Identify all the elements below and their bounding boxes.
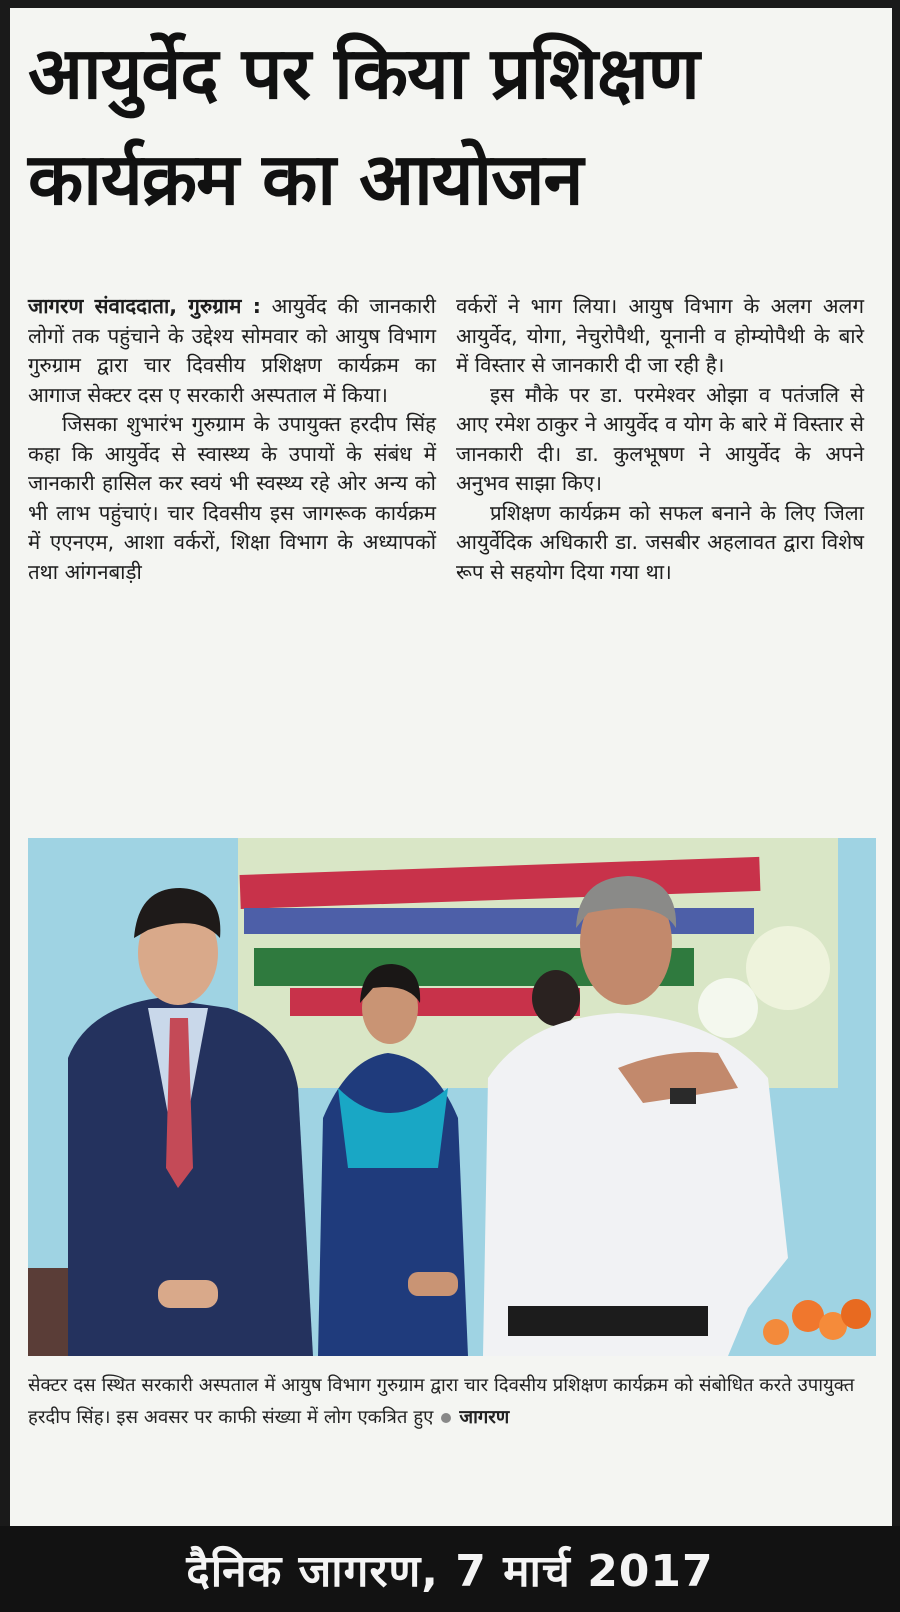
headline-line-2: कार्यक्रम का आयोजन bbox=[28, 137, 583, 221]
headline bbox=[28, 20, 878, 232]
article-paragraph: प्रशिक्षण कार्यक्रम को सफल बनाने के लिए जिला आयुर्वेदिक अधिकारी डा. जसबीर अहलावत द्वारा विशेष रूप से सहयोग दिया गया था। bbox=[456, 500, 864, 584]
news-photo bbox=[28, 838, 876, 1356]
article-paragraph: जिसका शुभारंभ गुरुग्राम के उपायुक्त हरदीप सिंह कहा कि आयुर्वेद से स्वास्थ्य के उपायों के संबंध में जानकारी हासिल कर स्वयं भी स्वस्थ्य रहे ओर अन्य को भी लाभ पहुंचाएं। चार दिवसीय इस जागरूक कार्यक्रम में एएनएम, आशा वर्करों, शिक्षा विभाग के अध्यापकों तथा आंगनबाड़ी bbox=[28, 412, 436, 584]
headline-line-1: आयुर्वेद पर किया प्रशिक्षण bbox=[28, 31, 699, 115]
newspaper-clipping bbox=[10, 8, 892, 1526]
paragraph-text: आयुर्वेद की जानकारी लोगों तक पहुंचाने के उद्देश्य सोमवार को आयुष विभाग गुरुग्राम द्वारा चार दिवसीय प्रशिक्षण कार्यक्रम का आगाज सेक्टर दस ए सरकारी अस्पताल में किया। bbox=[28, 294, 436, 407]
article-column-right bbox=[456, 292, 864, 587]
article-paragraph: वर्करों ने भाग लिया। आयुष विभाग के अलग अलग आयुर्वेद, योगा, नेचुरोपैथी, यूनानी व होम्योपैथी के बारे में विस्तार से जानकारी दी जा रही है। bbox=[456, 294, 864, 377]
photo-illustration bbox=[28, 838, 876, 1356]
article-column-left bbox=[28, 292, 436, 587]
article-paragraph bbox=[28, 292, 436, 410]
bullet-dot-icon bbox=[441, 1413, 451, 1423]
article-paragraph: इस मौके पर डा. परमेश्वर ओझा व पतंजलि से आए रमेश ठाकुर ने आयुर्वेद व योग के बारे में विस्तार से जानकारी दी। डा. कुलभूषण ने आयुर्वेद के अपने अनुभव साझा किए। bbox=[456, 382, 864, 495]
caption-text: सेक्टर दस स्थित सरकारी अस्पताल में आयुष विभाग गुरुग्राम द्वारा चार दिवसीय प्रशिक्षण कार्यक्रम को संबोधित करते उपायुक्त हरदीप सिंह। इस अवसर पर काफी संख्या में लोग एकत्रित हुए bbox=[28, 1375, 855, 1428]
source-date-banner: दैनिक जागरण, 7 मार्च 2017 bbox=[0, 1526, 900, 1612]
photo-caption bbox=[28, 1370, 876, 1434]
byline: जागरण संवाददाता, गुरुग्राम : bbox=[28, 294, 261, 318]
photo-credit: जागरण bbox=[459, 1407, 510, 1428]
